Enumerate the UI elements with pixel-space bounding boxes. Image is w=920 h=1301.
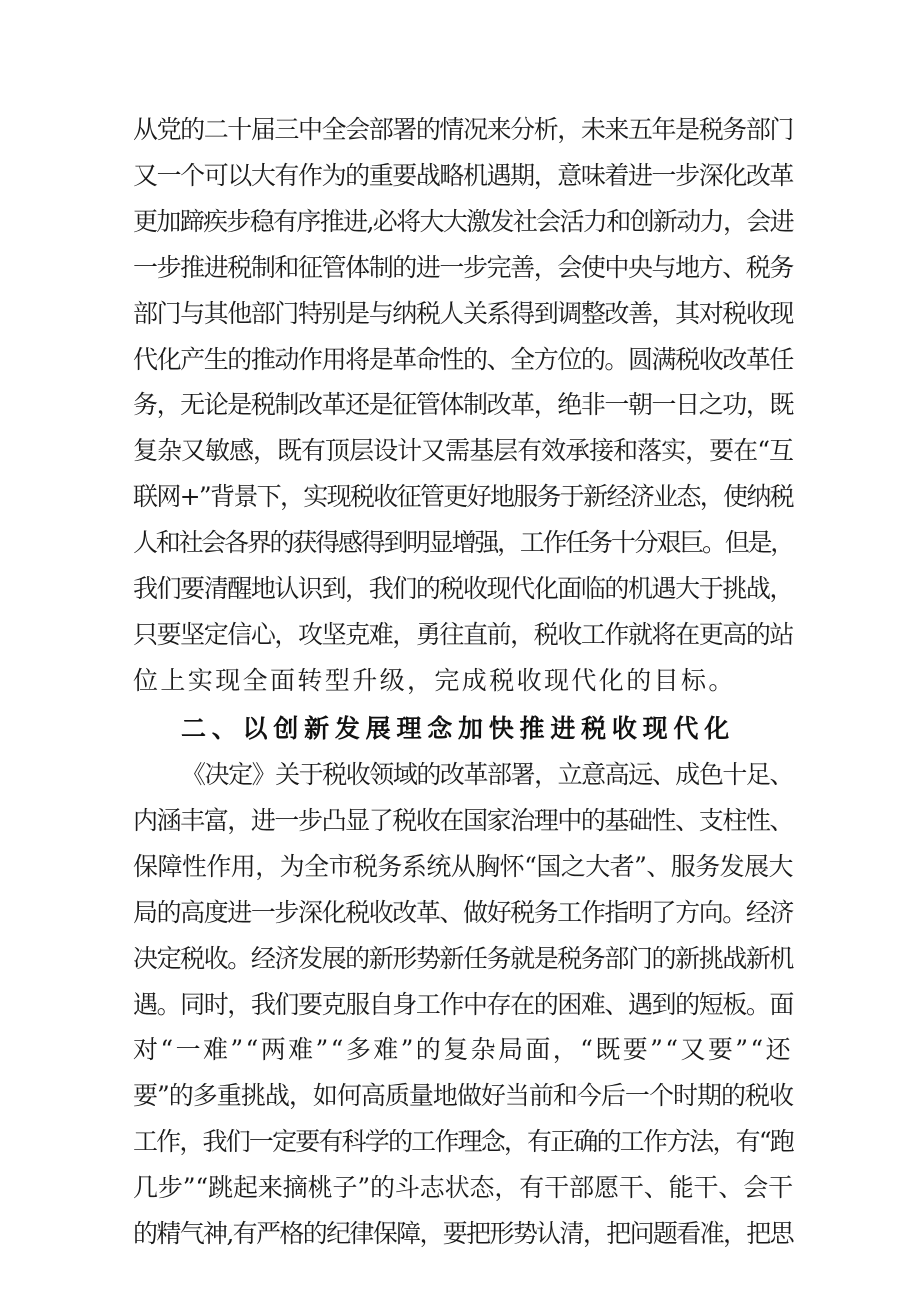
paragraph-1-line: 复杂又敏感，既有顶层设计又需基层有效承接和落实，要在“互: [133, 436, 793, 465]
paragraph-1-line: 又一个可以大有作为的重要战略机遇期，意味着进一步深化改革: [133, 161, 793, 190]
paragraph-2-line: 内涵丰富，进一步凸显了税收在国家治理中的基础性、支柱性、: [133, 806, 793, 835]
paragraph-1-line: 联网+”背景下，实现税收征管更好地服务于新经济业态，使纳税: [133, 482, 793, 511]
paragraph-1-line: 代化产生的推动作用将是革命性的、全方位的。圆满税收改革任: [133, 345, 793, 374]
paragraph-2-line: 保障性作用，为全市税务系统从胸怀“国之大者”、服务发展大: [133, 852, 793, 881]
section-heading: 二、以创新发展理念加快推进税收现代化: [181, 714, 735, 743]
paragraph-2-line: 要”的多重挑战，如何高质量地做好当前和今后一个时期的税收: [133, 1081, 793, 1110]
paragraph-2-line: 几步”“跳起来摘桃子”的斗志状态，有干部愿干、能干、会干: [133, 1173, 793, 1202]
paragraph-1-line: 务，无论是税制改革还是征管体制改革，绝非一朝一日之功，既: [133, 390, 793, 419]
paragraph-1-line: 只要坚定信心，攻坚克难，勇往直前，税收工作就将在更高的站: [133, 620, 793, 649]
paragraph-1-line: 更加蹄疾步稳有序推进,必将大大激发社会活力和创新动力，会进: [133, 207, 793, 236]
paragraph-1-line: 一步推进税制和征管体制的进一步完善，会使中央与地方、税务: [133, 253, 793, 282]
paragraph-1-line: 部门与其他部门特别是与纳税人关系得到调整改善，其对税收现: [133, 299, 793, 328]
paragraph-1-line: 人和社会各界的获得感得到明显增强，工作任务十分艰巨。但是，: [133, 528, 793, 557]
paragraph-2-line: 工作，我们一定要有科学的工作理念，有正确的工作方法，有“跑: [133, 1127, 793, 1156]
paragraph-2-line: 遇。同时，我们要克服自身工作中存在的困难、遇到的短板。面: [133, 990, 793, 1019]
paragraph-1-line: 位上实现全面转型升级，完成税收现代化的目标。: [133, 666, 736, 695]
paragraph-2-line: 对“一难”“两难”“多难”的复杂局面，“既要”“又要”“还: [133, 1035, 793, 1064]
paragraph-2-line: 《决定》关于税收领域的改革部署，立意高远、成色十足、: [181, 760, 793, 789]
paragraph-1-line: 从党的二十届三中全会部署的情况来分析，未来五年是税务部门: [133, 115, 793, 144]
paragraph-2-line: 局的高度进一步深化税收改革、做好税务工作指明了方向。经济: [133, 898, 793, 927]
paragraph-2-line: 决定税收。经济发展的新形势新任务就是税务部门的新挑战新机: [133, 944, 793, 973]
paragraph-1-line: 我们要清醒地认识到，我们的税收现代化面临的机遇大于挑战，: [133, 574, 793, 603]
paragraph-2-line: 的精气神,有严格的纪律保障，要把形势认清，把问题看准，把思: [133, 1219, 793, 1248]
